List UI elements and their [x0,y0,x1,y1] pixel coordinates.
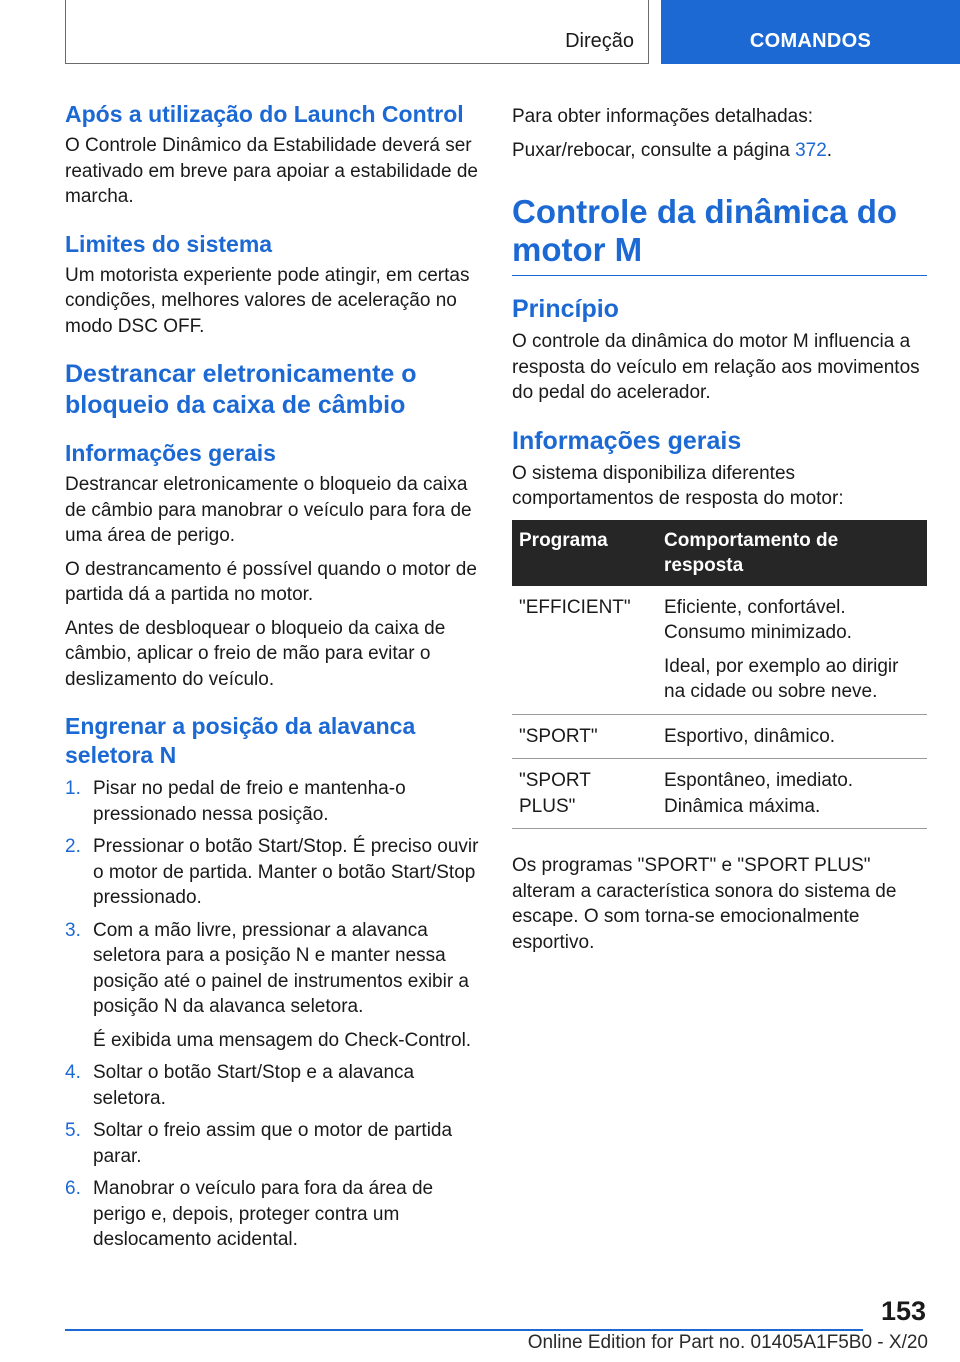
cell-behavior-text: Esportivo, dinâmico. [664,725,836,747]
towing-text: Puxar/rebocar, consulte a página [512,139,796,161]
cell-behavior [657,759,927,829]
page-number: 153 [880,1296,926,1326]
step-text: Com a mão livre, pressionar a alavanca seletora para a posição N e manter nessa posição até o painel de instrumentos exibir a posição N da alavanca seletora. [93,919,470,1017]
heading-launch-control: Após a utilização do Launch Control [65,101,464,127]
cell-behavior [657,586,927,715]
header-section-box [65,0,649,64]
step-text: Pisar no pedal de freio e mantenha-o pressionado nessa posição. [93,778,406,825]
step-number: 2. [65,836,81,857]
list-item [65,1118,480,1169]
list-item [65,918,480,1054]
cell-program: "SPORT PLUS" [512,759,657,829]
table-row [512,586,927,715]
table-row [512,714,927,759]
paragraph-details: Para obter informações detalhadas: [512,106,814,127]
column-header-behavior: Comportamento de resposta [657,520,927,586]
table-row [512,759,927,829]
step-text: Soltar o freio assim que o motor de partida parar. [93,1120,453,1167]
heading-principle: Princípio [512,295,619,323]
column-header-program: Programa [512,520,657,586]
header-chapter-label: COMANDOS [749,30,872,52]
page-reference-link[interactable]: 372 [795,139,827,161]
list-item [65,1176,480,1253]
step-number: 5. [65,1120,81,1141]
heading-system-limits: Limites do sistema [65,230,273,257]
cell-behavior-text: Espontâneo, imediato. Dinâmica máxima. [664,770,854,817]
cell-behavior [657,714,927,759]
paragraph-launch-control: O Controle Dinâmico da Estabilidade deverá ser reativado em breve para apoiar a estabilidade de marcha. [65,135,478,207]
footer-divider [65,1329,863,1331]
paragraph-info-1: Destrancar eletronicamente o bloqueio da caixa de câmbio para manobrar o veículo para fora de uma área de perigo. [65,474,472,546]
step-number: 4. [65,1062,81,1083]
list-item [65,834,480,911]
table-header-row [512,520,927,586]
paragraph-towing [512,138,927,164]
paragraph-info-2: O destrancamento é possível quando o motor de partida dá a partida no motor. [65,558,477,605]
header-chapter-tab[interactable] [661,0,960,64]
paragraph-principle: O controle da dinâmica do motor M influencia a resposta do veículo em relação aos movimentos do pedal do acelerador. [512,331,920,403]
cell-behavior-note: Ideal, por exemplo ao dirigir na cidade ou sobre neve. [664,655,899,702]
heading-unlock-gearbox: Destrancar eletronicamente o bloqueio da caixa de câmbio [65,360,417,419]
step-number: 6. [65,1178,81,1199]
paragraph-programs: Os programas "SPORT" e "SPORT PLUS" alteram a característica sonora do sistema de escape. O som torna-se emocionalmente esportivo. [512,855,897,953]
header-section-title: Direção [565,30,634,52]
step-number: 3. [65,919,81,941]
step-text: Pressionar o botão Start/Stop. É preciso ouvir o motor de partida. Manter o botão Start/Stop pressionado. [93,836,479,908]
heading-engage-n: Engrenar a posição da alavanca seletora N [65,713,416,768]
list-item [65,1060,480,1111]
step-subtext: É exibida uma mensagem do Check-Control. [93,1029,472,1051]
cell-program: "SPORT" [512,714,657,759]
programs-table [512,520,927,830]
cell-program: "EFFICIENT" [512,586,657,715]
footer-edition: Online Edition for Part no. 01405A1F5B0 - X/20 [527,1332,928,1353]
paragraph-info-3: Antes de desbloquear o bloqueio da caixa de câmbio, aplicar o freio de mão para evitar o deslizamento do veículo. [65,617,446,690]
list-item [65,776,480,827]
steps-list [65,776,480,1253]
right-column [512,100,927,963]
towing-suffix: . [826,139,833,161]
heading-general-info: Informações gerais [65,440,276,466]
heading-engine-dynamics: Controle da dinâmica do motor M [512,193,927,276]
heading-general-info-right: Informações gerais [512,426,742,455]
paragraph-system-limits: Um motorista experiente pode atingir, em certas condições, melhores valores de aceleração no modo DSC OFF. [65,264,470,337]
step-text: Soltar o botão Start/Stop e a alavanca seletora. [93,1062,415,1109]
left-column [65,100,480,1260]
paragraph-general: O sistema disponibiliza diferentes comportamentos de resposta do motor: [512,462,844,509]
step-number: 1. [65,778,81,799]
cell-behavior-text: Eficiente, confortável. Consumo minimizado. [664,596,852,643]
step-text: Manobrar o veículo para fora da área de perigo e, depois, proteger contra um deslocamento acidental. [93,1178,434,1250]
